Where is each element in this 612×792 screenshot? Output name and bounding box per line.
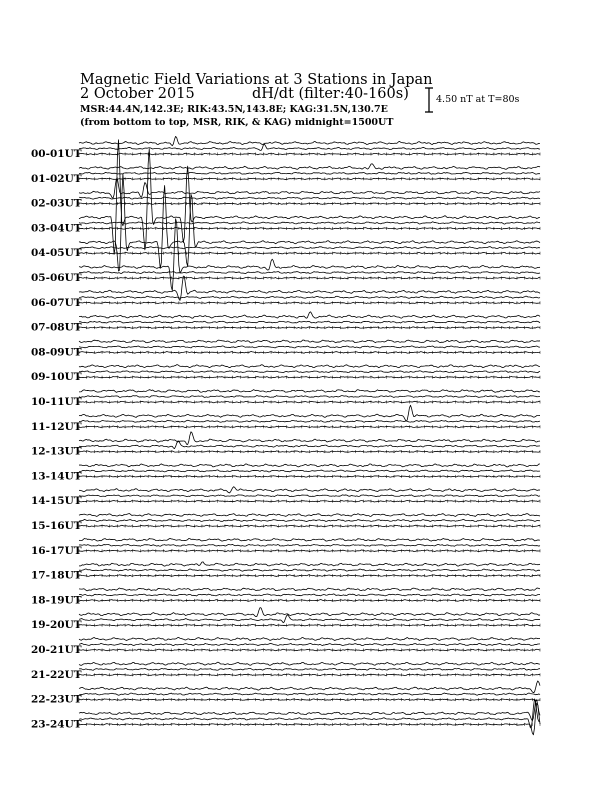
trace-RIK <box>79 544 540 546</box>
trace-KAG <box>79 637 540 640</box>
hour-label: 02-03UT <box>31 197 82 210</box>
trace-RIK <box>79 569 540 571</box>
hour-label: 14-15UT <box>31 495 82 508</box>
trace-KAG <box>79 681 540 693</box>
hour-label: 09-10UT <box>31 371 82 384</box>
minute-ticks <box>79 500 540 503</box>
hour-row-22-23UT <box>31 681 540 706</box>
minute-ticks <box>79 574 540 577</box>
trace-KAG <box>79 405 540 421</box>
hour-row-02-03UT <box>31 179 540 210</box>
hour-row-17-18UT <box>31 562 540 582</box>
hour-row-19-20UT <box>31 608 540 632</box>
trace-KAG <box>79 562 540 566</box>
scale-bar <box>425 88 433 112</box>
hour-label: 22-23UT <box>31 693 82 706</box>
scale-bar-label: 4.50 nT at T=80s <box>436 94 520 105</box>
trace-KAG <box>79 464 540 467</box>
trace-KAG <box>79 538 540 541</box>
hour-row-16-17UT <box>31 538 540 556</box>
hour-row-12-13UT <box>31 432 540 458</box>
hour-label: 05-06UT <box>31 272 82 284</box>
hour-label: 12-13UT <box>31 445 82 458</box>
trace-RIK <box>79 272 540 274</box>
hour-label: 04-05UT <box>31 247 82 260</box>
hour-row-11-12UT <box>31 405 540 433</box>
hour-row-20-21UT <box>31 637 540 656</box>
minute-ticks <box>79 698 540 701</box>
station-order-note: (from bottom to top, MSR, RIK, & KAG) midnight=1500UT <box>80 117 394 128</box>
minute-ticks <box>79 227 540 230</box>
trace-KAG <box>79 140 540 255</box>
hour-label: 17-18UT <box>31 569 82 582</box>
hour-label: 00-01UT <box>31 148 82 160</box>
hour-row-13-14UT <box>31 464 540 483</box>
trace-RIK <box>79 197 540 199</box>
hour-label: 06-07UT <box>31 296 82 309</box>
minute-ticks <box>79 624 540 627</box>
minute-ticks <box>79 549 540 552</box>
minute-ticks <box>79 252 540 255</box>
hour-label: 03-04UT <box>31 222 82 235</box>
hour-label: 19-20UT <box>31 619 82 632</box>
hour-row-00-01UT <box>31 136 540 160</box>
hour-row-03-04UT <box>31 140 540 255</box>
minute-ticks <box>79 202 540 205</box>
hour-label: 15-16UT <box>31 520 82 532</box>
hour-label: 21-22UT <box>31 668 82 681</box>
trace-KAG <box>79 608 540 617</box>
trace-RIK <box>79 296 540 298</box>
hour-rows <box>31 136 540 734</box>
hour-row-07-08UT <box>31 312 540 334</box>
hour-row-18-19UT <box>31 588 540 606</box>
minute-ticks <box>79 301 540 304</box>
hour-row-15-16UT <box>31 514 540 532</box>
trace-RIK <box>79 470 540 472</box>
hour-row-21-22UT <box>31 662 540 681</box>
hour-row-10-11UT <box>31 390 540 408</box>
minute-ticks <box>79 401 540 404</box>
hour-row-09-10UT <box>31 365 540 384</box>
minute-ticks <box>79 649 540 652</box>
minute-ticks <box>79 153 540 156</box>
minute-ticks <box>79 599 540 602</box>
trace-KAG <box>79 136 540 145</box>
hour-label: 08-09UT <box>31 346 82 359</box>
hour-label: 23-24UT <box>31 718 82 731</box>
minute-ticks <box>79 673 540 676</box>
trace-RIK <box>79 222 540 224</box>
chart-title: Magnetic Field Variations at 3 Stations in Japan <box>80 72 433 88</box>
minute-ticks <box>79 326 540 329</box>
station-coordinates: MSR:44.4N,142.3E; RIK:43.5N,143.8E; KAG:31.5N,130.7E <box>80 104 388 115</box>
trace-KAG <box>79 700 540 721</box>
trace-RIK <box>79 420 540 422</box>
hour-row-08-09UT <box>31 340 540 358</box>
trace-RIK <box>79 693 540 695</box>
trace-RIK <box>79 247 540 249</box>
date-label: 2 October 2015 <box>80 86 195 102</box>
trace-KAG <box>79 390 540 393</box>
hour-label: 01-02UT <box>31 172 82 185</box>
trace-KAG <box>79 432 540 445</box>
hour-row-14-15UT <box>31 487 540 508</box>
hour-label: 10-11UT <box>31 396 82 408</box>
trace-RIK <box>79 396 540 398</box>
trace-KAG <box>79 588 540 591</box>
trace-RIK <box>79 441 540 449</box>
minute-ticks <box>79 525 540 528</box>
measure-label: dH/dt (filter:40-160s) <box>252 86 409 102</box>
minute-ticks <box>79 425 540 428</box>
trace-RIK <box>79 346 540 348</box>
trace-KAG <box>79 179 540 198</box>
trace-RIK <box>79 495 540 497</box>
trace-RIK <box>79 519 540 521</box>
minute-ticks <box>79 351 540 354</box>
trace-KAG <box>79 662 540 665</box>
trace-RIK <box>79 668 540 670</box>
hour-row-05-06UT <box>31 219 540 291</box>
hour-row-06-07UT <box>31 276 540 309</box>
trace-RIK <box>79 321 540 323</box>
trace-RIK <box>79 615 540 623</box>
hour-label: 11-12UT <box>31 420 82 433</box>
hour-label: 07-08UT <box>31 321 82 334</box>
hour-label: 20-21UT <box>31 644 82 656</box>
trace-RIK <box>79 371 540 373</box>
hour-row-23-24UT <box>31 699 540 735</box>
trace-RIK <box>79 643 540 645</box>
trace-RIK <box>79 594 540 596</box>
trace-KAG <box>79 487 540 493</box>
hour-label: 16-17UT <box>31 544 82 557</box>
minute-ticks <box>79 475 540 478</box>
trace-KAG <box>79 312 540 318</box>
minute-ticks <box>79 376 540 379</box>
trace-KAG <box>79 340 540 343</box>
trace-RIK <box>79 144 540 150</box>
trace-KAG <box>79 365 540 368</box>
hour-label: 18-19UT <box>31 594 82 607</box>
minute-ticks <box>79 450 540 453</box>
minute-ticks <box>79 723 540 726</box>
hour-label: 13-14UT <box>31 470 82 483</box>
hour-row-01-02UT <box>31 164 540 185</box>
minute-ticks <box>79 277 540 280</box>
trace-KAG <box>79 514 540 517</box>
